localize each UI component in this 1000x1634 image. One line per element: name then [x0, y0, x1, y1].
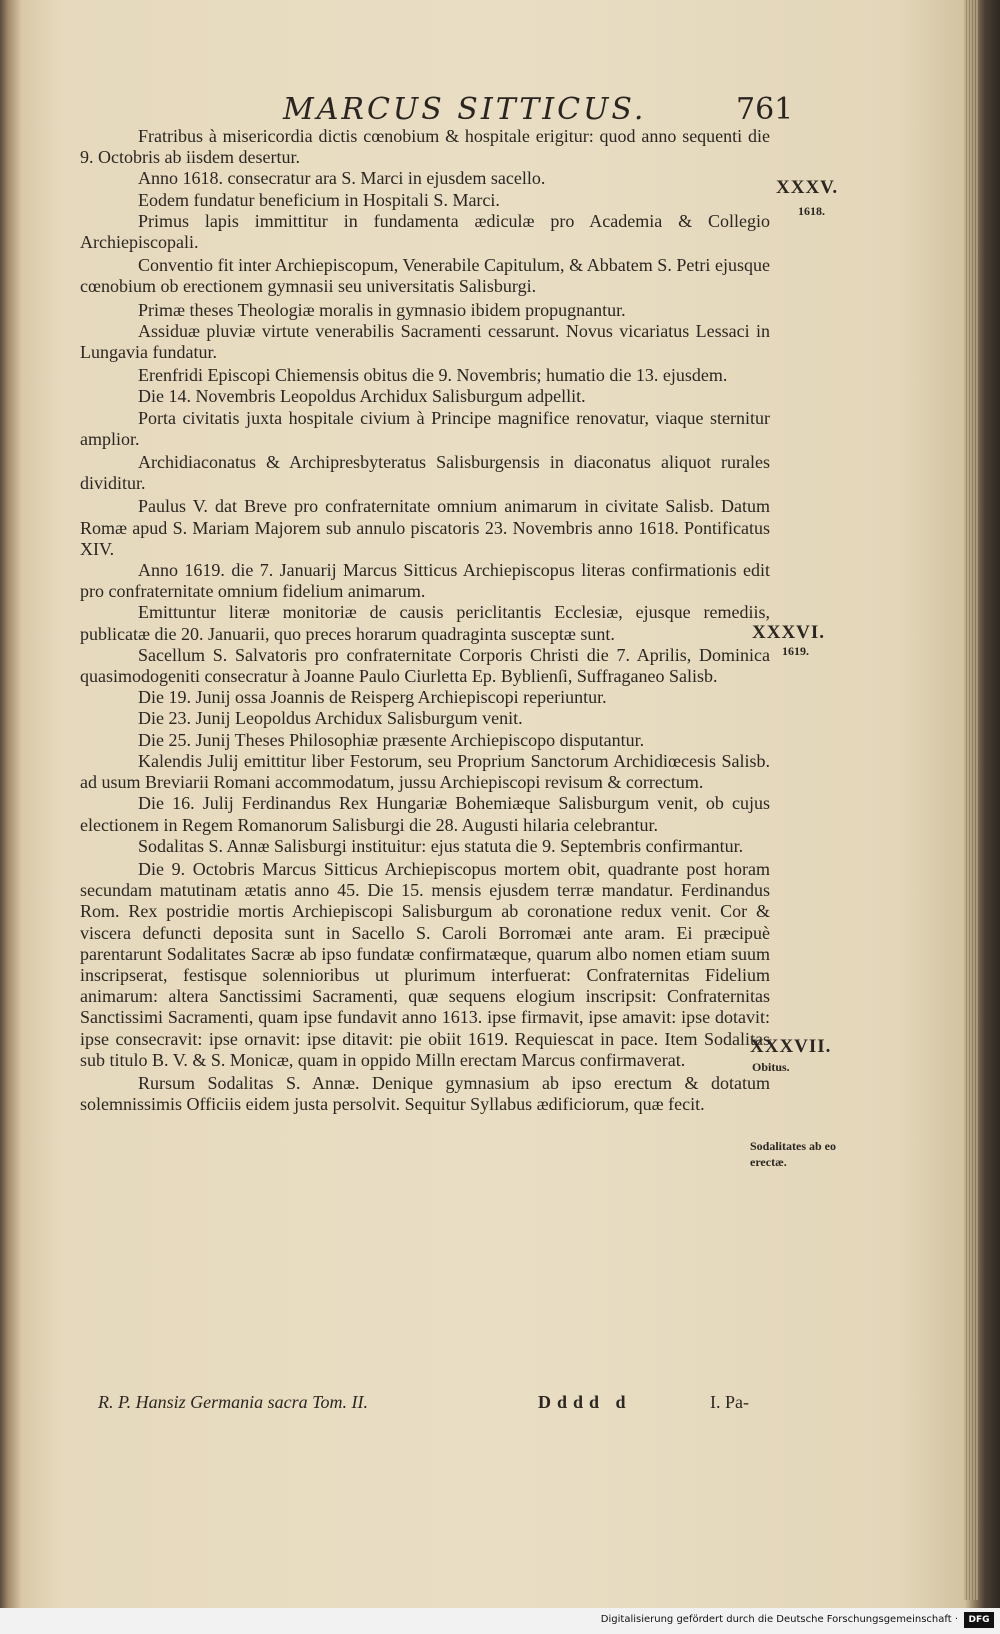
- paragraph: Kalendis Julij emittitur liber Festorum, seu Proprium Sanctorum Archidiœcesis Salisb. ad usum Breviarii Romani accommodatum, jussu Archiepiscopi revisum & correctum.: [80, 750, 770, 793]
- footer-title: R. P. Hansiz Germania sacra Tom. II.: [98, 1392, 369, 1412]
- margin-note-topic: Obitus.: [752, 1060, 790, 1074]
- paragraph: Emittuntur literæ monitoriæ de causis periclitantis Ecclesiæ, ejusque remediis, publicatæ die 20. Januarii, quo preces horarum quadraginta susceptæ sunt.: [80, 602, 770, 644]
- credit-bar: [0, 1608, 1000, 1634]
- margin-note-year: 1618.: [798, 204, 825, 218]
- paragraph: Erenfridi Episcopi Chiemensis obitus die 9. Novembris; humatio die 13. ejusdem.: [138, 365, 728, 386]
- credit-text: Digitalisierung gefördert durch die Deutsche Forschungsgemeinschaft ·: [600, 1614, 958, 1625]
- paragraph: Primus lapis immittitur in fundamenta ædiculæ pro Academia & Collegio Archiepiscopali.: [80, 210, 770, 253]
- paragraph: Die 9. Octobris Marcus Sitticus Archiepiscopus mortem obit, quadrante post horam secundam matutinam ætatis anno 45. Die 15. mensis ejusdem terræ mandatur. Ferdinandus Rom. Rex postridie mortis Archiepiscopi Salisburgum ab coronatione redux venit. Cor & viscera defuncti deposita sunt in Sacello S. Caroli Borromæi ante aram. Ei præcipuè parentarunt Sodalitates Sacræ ab ipso fundatæ confirmatæque, quarum albo nomen etiam suum inscripserat, festisque solennioribus ut plurimum interfuerat: Confraternitas Fidelium animarum: altera Sanctissimi Sacramenti, quæ sequens elogium inscripsit: Confraternitas Sanctissimi Sacramenti, quam ipse fundavit anno 1613. ipse firmavit, ipse amavit: ipse dotavit: ipse consecravit: ipse ornavit: ipse ditavit: pie obiit 1619. Requiescat in pace. Item Sodalitas sub titulo B. V. & S. Monicæ, quam in oppido Milln erectam Marcus confirmaverat.: [80, 858, 770, 1070]
- paragraph: Die 14. Novembris Leopoldus Archidux Salisburgum adpellit.: [138, 386, 586, 407]
- catchword: I. Pa-: [710, 1392, 749, 1412]
- running-head: MARCUS SITTICUS.: [283, 92, 647, 127]
- margin-note-section: XXXV.: [776, 177, 839, 198]
- body-text: [80, 126, 770, 1115]
- margin-note-section: XXXVI.: [752, 622, 826, 643]
- paragraph: Anno 1618. consecratur ara S. Marci in ejusdem sacello.: [138, 168, 546, 189]
- paragraph: Archidiaconatus & Archipresbyteratus Salisburgensis in diaconatus aliquot rurales dividitur.: [80, 452, 770, 494]
- dfg-logo: DFG: [964, 1612, 994, 1628]
- paragraph: Conventio fit inter Archiepiscopum, Venerabile Capitulum, & Abbatem S. Petri ejusque cœnobium ob erectionem gymnasii seu universitatis Salisburgi.: [80, 255, 770, 297]
- book-page: [18, 0, 964, 1600]
- paragraph: Paulus V. dat Breve pro confraternitate omnium animarum in civitate Salisb. Datum Romæ apud S. Mariam Majorem sub annulo piscatoris 23. Novembris anno 1618. Pontificatus XIV.: [80, 496, 770, 559]
- paragraph: Die 19. Junij ossa Joannis de Reisperg Archiepiscopi reperiuntur.: [138, 687, 607, 708]
- paragraph: Assiduæ pluviæ virtute venerabilis Sacramenti cessarunt. Novus vicariatus Lessaci in Lungavia fundatur.: [80, 320, 770, 363]
- paragraph: Sodalitas S. Annæ Salisburgi instituitur: ejus statuta die 9. Septembris confirmantur.: [138, 835, 744, 856]
- paragraph: Anno 1619. die 7. Januarij Marcus Sitticus Archiepiscopus literas confirmationis edit pro confraternitate omnium fidelium animarum.: [80, 560, 770, 602]
- page-number: 761: [736, 92, 794, 127]
- paragraph: Fratribus à misericordia dictis cœnobium & hospitale erigitur: quod anno sequenti die 9. Octobris ab iisdem desertur.: [80, 126, 770, 168]
- margin-note-topic: Sodalitates ab eo erectæ.: [750, 1139, 837, 1169]
- paragraph: Rursum Sodalitas S. Annæ. Denique gymnasium ab ipso erectum & dotatum solemnissimis Officiis eidem justa persolvit. Sequitur Syllabus ædificiorum, quæ fecit.: [80, 1072, 770, 1115]
- paragraph: Die 25. Junij Theses Philosophiæ præsente Archiepiscopo disputantur.: [138, 729, 645, 750]
- margin-note-section: XXXVII.: [750, 1036, 832, 1057]
- page-edge: [964, 0, 978, 1600]
- paragraph: Porta civitatis juxta hospitale civium à Principe magnifice renovatur, viaque sternitur amplior.: [80, 407, 770, 449]
- paragraph: Sacellum S. Salvatoris pro confraternitate Corporis Christi die 7. Aprilis, Dominica quasimodogeniti consecratur à Joanne Paulo Ciurletta Ep. Byblienſi, Suffraganeo Salisb.: [80, 644, 770, 687]
- margin-note-year: 1619.: [782, 644, 809, 658]
- paragraph: Die 23. Junij Leopoldus Archidux Salisburgum venit.: [138, 708, 523, 729]
- signature-mark: Dddd d: [538, 1392, 632, 1412]
- paragraph: Primæ theses Theologiæ moralis in gymnasio ibidem propugnantur.: [138, 299, 626, 320]
- paragraph: Eodem fundatur beneficium in Hospitali S. Marci.: [138, 189, 500, 210]
- paragraph: Die 16. Julij Ferdinandus Rex Hungariæ Bohemiæque Salisburgum venit, ob cujus electionem in Regem Romanorum Salisburgi die 28. Augusti hilaria celebrantur.: [80, 793, 770, 835]
